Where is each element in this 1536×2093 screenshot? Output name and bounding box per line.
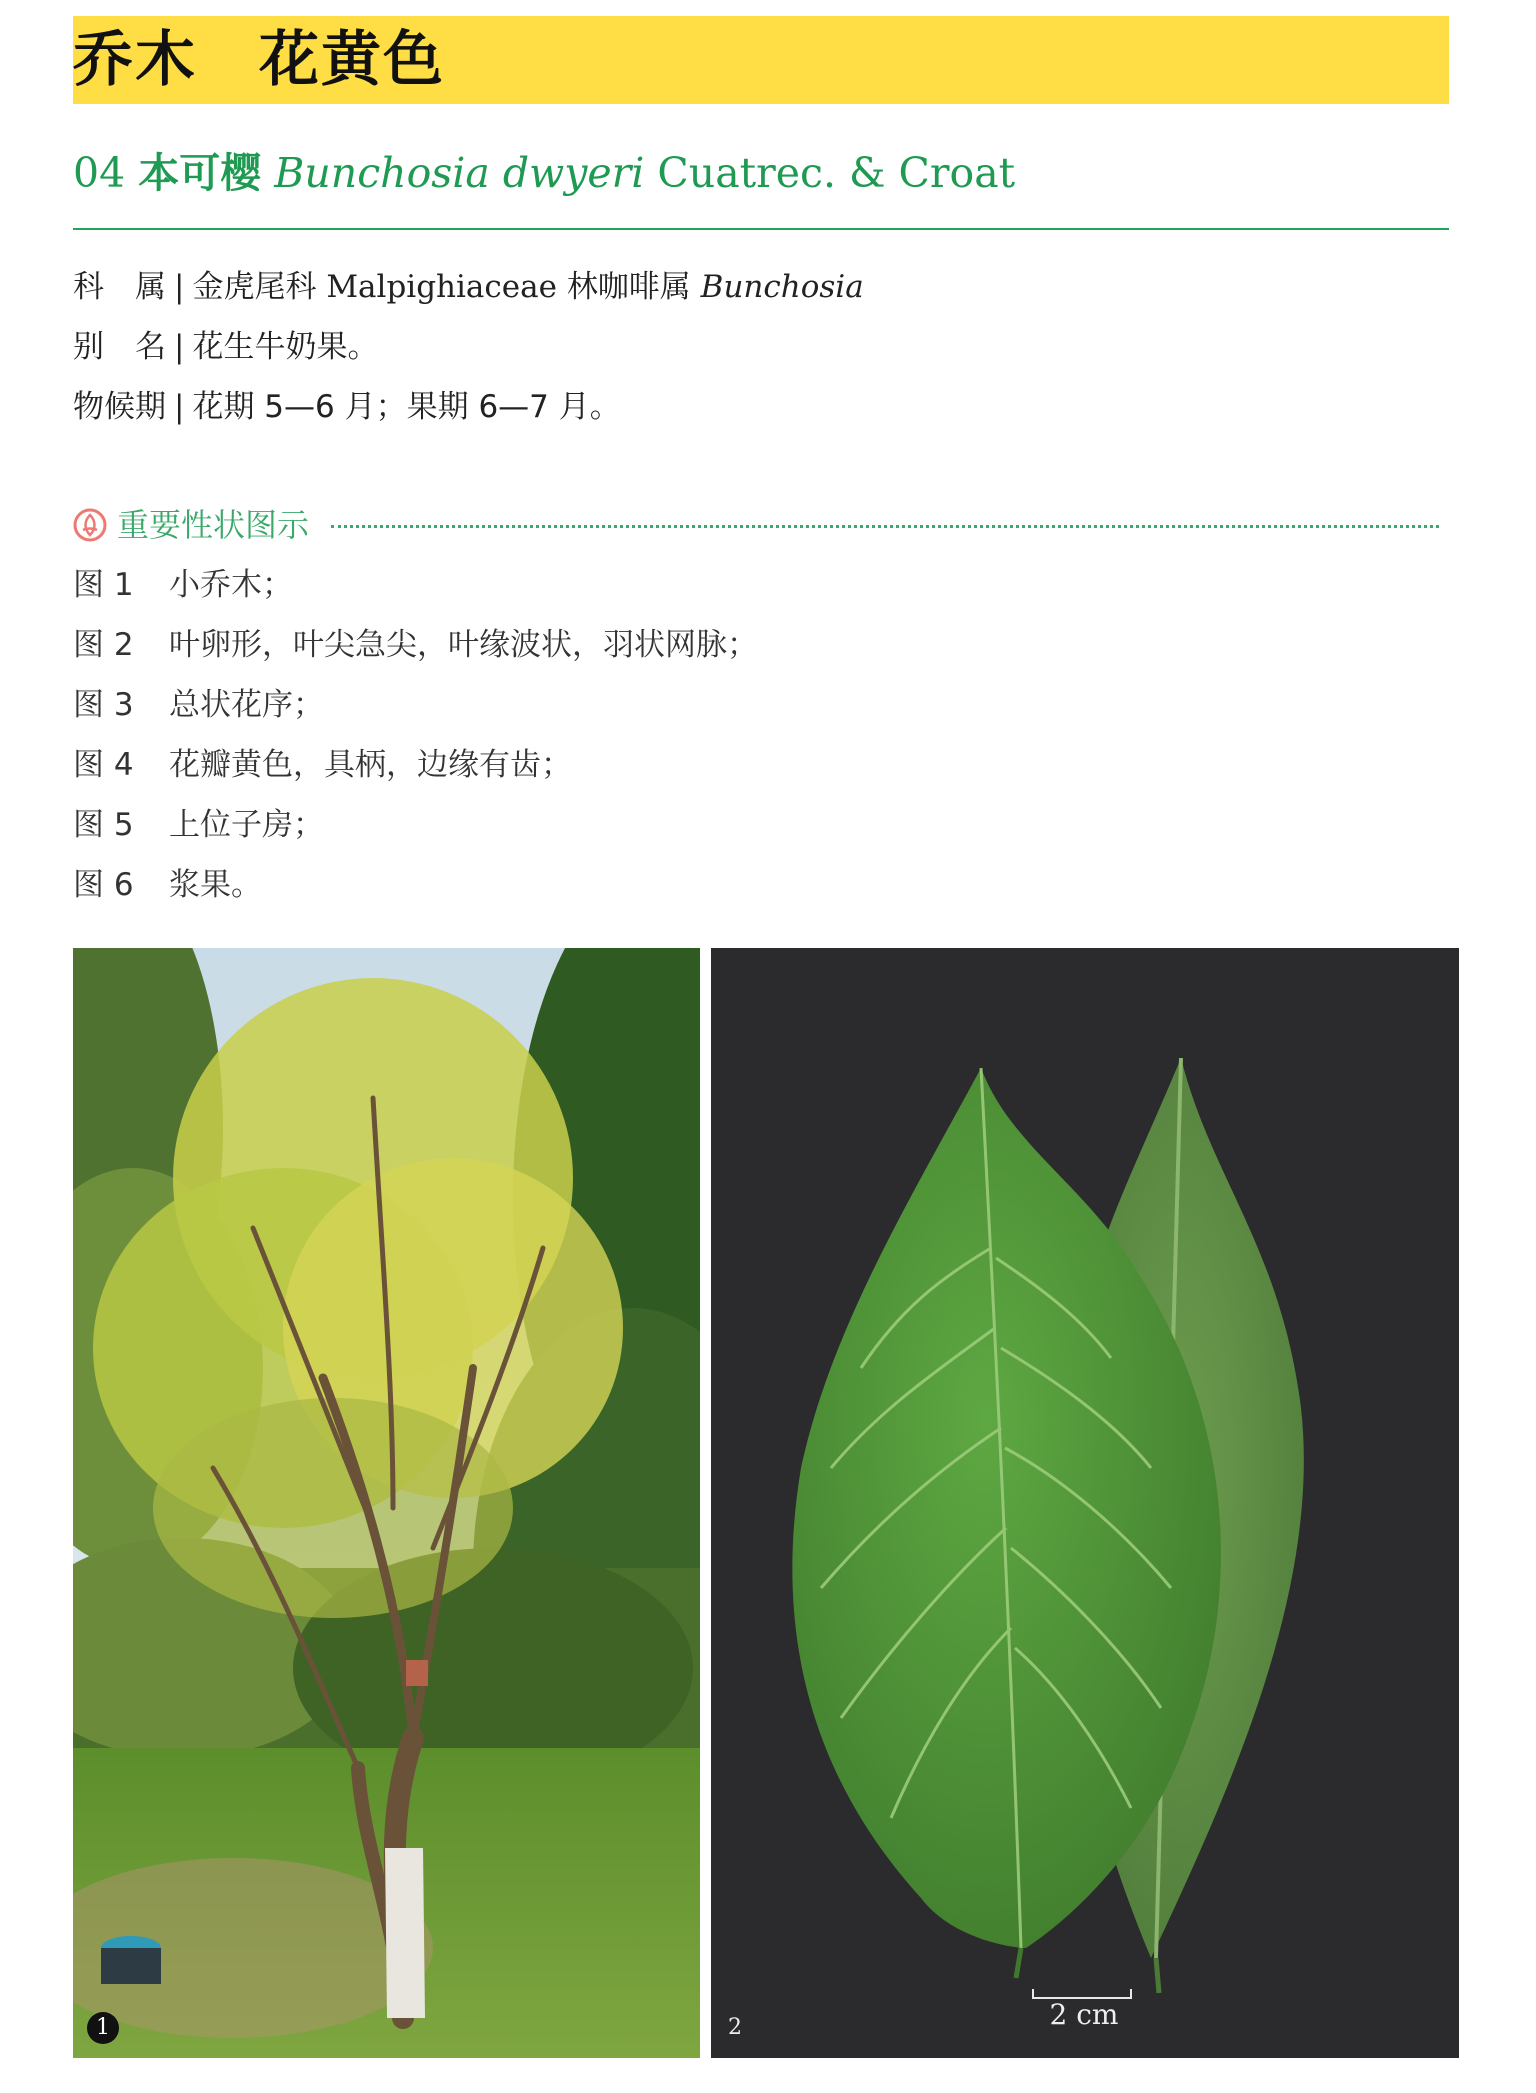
features-title: 重要性状图示 — [117, 506, 310, 544]
heading-divider — [73, 228, 1449, 230]
flower-icon — [73, 508, 107, 542]
species-scientific-name: Bunchosia dwyeri — [274, 149, 645, 197]
figure-text: 浆果。 — [169, 867, 262, 903]
alias-value: 花生牛奶果。 — [192, 329, 379, 365]
species-authority: Cuatrec. & Croat — [657, 149, 1016, 197]
family-line: 科 属 | 金虎尾科 Malpighiaceae 林咖啡属 Bunchosia — [73, 265, 864, 309]
dotted-divider — [331, 525, 1439, 528]
figure-caption — [73, 743, 758, 803]
figure-text: 叶卵形，叶尖急尖，叶缘波状，羽状网脉； — [169, 627, 758, 663]
features-section-header — [73, 503, 1449, 547]
figure-text: 小乔木； — [169, 567, 293, 603]
alias-line: 别 名 | 花生牛奶果。 — [73, 325, 378, 369]
genus-latin: Bunchosia — [700, 269, 864, 305]
category-label: 乔木 — [73, 25, 197, 95]
photo-number-badge: 2 — [728, 2015, 742, 2040]
figure-label: 图 3 — [73, 687, 134, 723]
figure-text: 花瓣黄色，具柄，边缘有齿； — [169, 747, 572, 783]
phenology-line: 物候期 | 花期 5—6 月；果期 6—7 月。 — [73, 385, 621, 429]
family-cn: 金虎尾科 — [192, 269, 317, 305]
leaf-photo — [711, 948, 1459, 2058]
phenology-value: 花期 5—6 月；果期 6—7 月。 — [192, 389, 621, 425]
figure-caption — [73, 683, 758, 743]
figure-label: 图 2 — [73, 627, 134, 663]
figure-caption-list — [73, 563, 758, 923]
scale-label: 2 cm — [1049, 1998, 1119, 2031]
species-chinese-name: 本可樱 — [138, 149, 262, 197]
figure-text: 总状花序； — [169, 687, 324, 723]
figure-label: 图 6 — [73, 867, 134, 903]
phenology-label: 物候期 — [73, 389, 166, 425]
figure-label: 图 5 — [73, 807, 134, 843]
header-title — [73, 18, 445, 102]
figure-label: 图 4 — [73, 747, 134, 783]
figure-text: 上位子房； — [169, 807, 324, 843]
species-heading — [73, 140, 1015, 206]
figure-caption — [73, 863, 758, 923]
figure-label: 图 1 — [73, 567, 134, 603]
genus-cn: 林咖啡属 — [566, 269, 691, 305]
figure-caption — [73, 623, 758, 683]
photo-number-badge: 1 — [87, 2012, 119, 2044]
species-number: 04 — [73, 149, 126, 197]
color-group-label: 花黄色 — [259, 25, 445, 95]
alias-label: 别 名 — [73, 329, 166, 365]
tree-photo — [73, 948, 700, 2058]
figure-caption — [73, 563, 758, 623]
family-label: 科 属 — [73, 269, 166, 305]
family-latin: Malpighiaceae — [326, 269, 557, 305]
figure-caption — [73, 803, 758, 863]
